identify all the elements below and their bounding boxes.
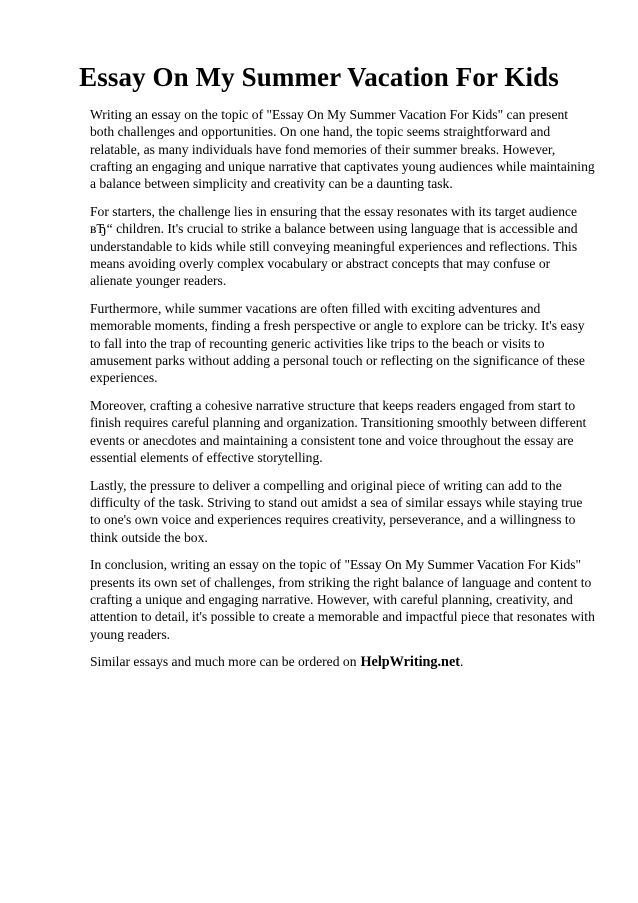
paragraph-perspective: Furthermore, while summer vacations are often filled with exciting adventures and memorable moments, finding a fresh perspective or angle to explore can be tricky. It's easy to fall into the trap of recounting generic activities like trips to the beach or visits to amusement parks without adding a personal touch or reflecting on the significance of these experiences. bbox=[90, 300, 585, 386]
paragraph-structure: Moreover, crafting a cohesive narrative structure that keeps readers engaged from start to finish requires careful planning and organization. Transitioning smoothly between different events or anecdotes and maintaining a consistent tone and voice throughout the essay are essential elements of effective storytelling. bbox=[90, 397, 587, 465]
page-title: Essay On My Summer Vacation For Kids bbox=[79, 62, 559, 92]
paragraph-audience: For starters, the challenge lies in ensuring that the essay resonates with its target audience вЂ“ children. It's crucial to strike a balance between using language that is accessible and understandable to kids while still conveying meaningful experiences and reflections. This means avoiding overly complex vocabulary or abstract concepts that may confuse or alienate younger readers. bbox=[90, 203, 578, 289]
paragraph-intro: Writing an essay on the topic of "Essay On My Summer Vacation For Kids" can present both challenges and opportunities. On one hand, the topic seems straightforward and relatable, as many individuals have fond memories of their summer breaks. However, crafting an engaging and unique narrative that captivates young audiences while maintaining a balance between simplicity and creativity can be a daunting task. bbox=[90, 107, 595, 192]
paragraph-pressure: Lastly, the pressure to deliver a compelling and original piece of writing can add to the difficulty of the task. Striving to stand out amidst a sea of similar essays while staying true to one's own voice and experiences requires creativity, perseverance, and a willingness to think outside the box. bbox=[90, 477, 583, 545]
helpwriting-link[interactable]: HelpWriting.net bbox=[360, 654, 460, 671]
footer-text: Similar essays and much more can be ordered on bbox=[90, 654, 357, 670]
footer-period: . bbox=[459, 654, 464, 670]
essay-body bbox=[90, 106, 595, 672]
footer-line bbox=[90, 653, 595, 671]
paragraph-conclusion: In conclusion, writing an essay on the topic of "Essay On My Summer Vacation For Kids" presents its own set of challenges, from striking the right balance of language and content to crafting a unique and engaging narrative. However, with careful planning, creativity, and attention to detail, it's possible to create a memorable and impactful piece that resonates with young readers. bbox=[90, 557, 595, 642]
